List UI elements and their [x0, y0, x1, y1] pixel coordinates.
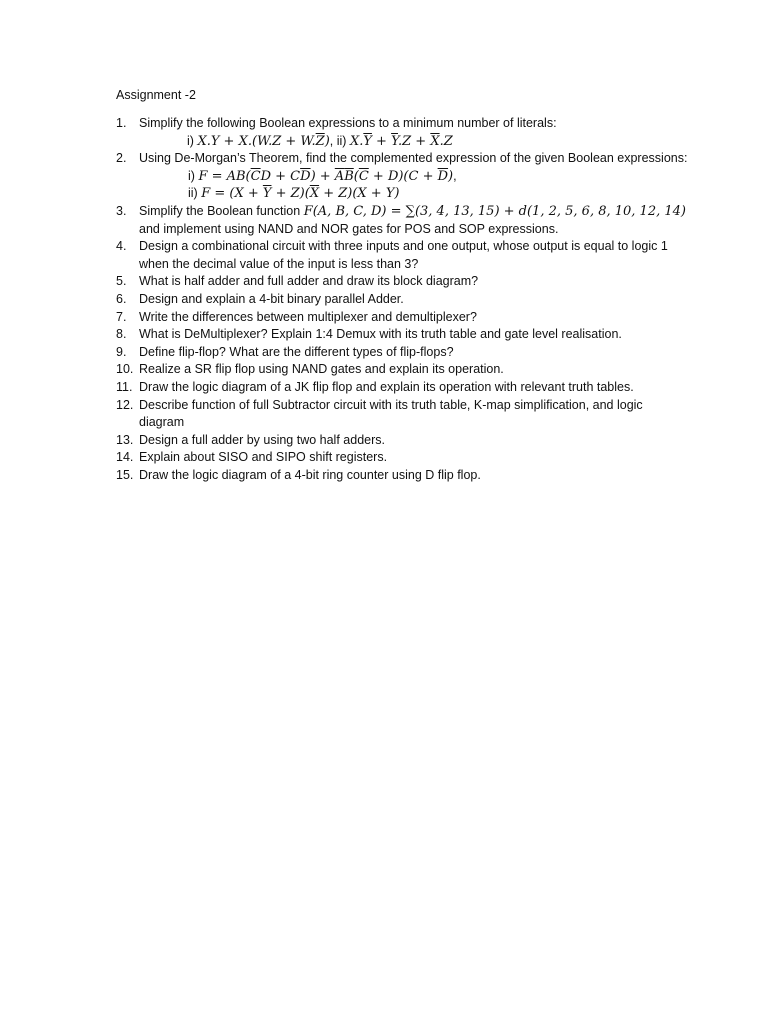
question-number: 15.: [116, 467, 134, 482]
question-text: Write the differences between multiplexer and demultiplexer?: [139, 309, 477, 324]
formula: $X.\overline{Y} + \overline{Y}.Z + \overline{X}.Z$: [349, 133, 453, 149]
question-text: and implement using NAND and NOR gates for POS and SOP expressions.: [139, 221, 559, 236]
question-item: [116, 449, 688, 467]
formula-line: i) $X.Y + X.(W.Z + W.\overline{Z})$, ii) $X.\overline{Y} + \overline{Y}.Z + \overline{X}.Z$: [187, 133, 453, 149]
formula: $F = (X + \overline{Y} + Z)(\overline{X} + Z)(X + Y)$: [201, 186, 400, 202]
question-number: 9.: [116, 344, 127, 359]
formula-label: ii): [336, 133, 347, 148]
formula-label: ii): [188, 186, 198, 201]
question-number: 11.: [116, 379, 133, 394]
formula-line: i) $F = AB(\overline{C}D + C\overline{D}) + \overline{A}\overline{B}(\overline{C} + D)(C + \overline{D})$,: [188, 168, 457, 184]
question-number: 13.: [116, 432, 134, 447]
question-number: 3.: [116, 203, 127, 218]
formula-line: [139, 185, 688, 203]
question-list: [116, 115, 688, 484]
formula: $F = AB(\overline{C}D + C\overline{D}) + \overline{A}\overline{B}(\overline{C} + D)(C + \overline{D})$: [198, 168, 454, 184]
question-text: Simplify the following Boolean expressions to a minimum number of literals:: [139, 116, 557, 130]
question-text: Design and explain a 4-bit binary parallel Adder.: [139, 291, 404, 306]
formula: F(A, B, C, D) = ∑(3, 4, 13, 15) + d(1, 2, 5, 6, 8, 10, 12, 14): [303, 203, 686, 219]
question-number: 14.: [116, 450, 134, 465]
formula-label: i): [187, 133, 194, 148]
question-text: What is DeMultiplexer? Explain 1:4 Demux with its truth table and gate level realisation.: [139, 327, 622, 342]
question-number: 7.: [116, 309, 127, 324]
question-number: 8.: [116, 327, 127, 342]
question-text: Draw the logic diagram of a JK flip flop and explain its operation with relevant truth tables.: [139, 379, 634, 394]
question-number: 1.: [116, 116, 127, 130]
question-item: [116, 432, 688, 450]
question-item: [116, 361, 688, 379]
question-text: Explain about SISO and SIPO shift registers.: [139, 450, 388, 465]
question-body: [139, 115, 688, 150]
question-item: [116, 238, 688, 273]
question-item: [116, 291, 688, 309]
formula-label: i): [188, 168, 195, 183]
question-text: Design a combinational circuit with three inputs and one output, whose output is equal to logic 1 when the decimal value of the input is less than 3?: [139, 239, 668, 271]
question-text: Define flip-flop? What are the different types of flip-flops?: [139, 344, 454, 359]
question-item: [116, 326, 688, 344]
question-item: [116, 344, 688, 362]
assignment-title: Assignment -2: [116, 88, 196, 102]
question-text: Draw the logic diagram of a 4-bit ring counter using D flip flop.: [139, 467, 481, 482]
question-text: What is half adder and full adder and draw its block diagram?: [139, 274, 479, 289]
question-number: 12.: [116, 397, 134, 412]
question-item: [116, 397, 688, 432]
question-item: [116, 379, 688, 397]
question-text: Using De-Morgan’s Theorem, find the complemented expression of the given Boolean expressions:: [139, 151, 688, 166]
question-text: Describe function of full Subtractor circuit with its truth table, K-map simplification, and logic diagram: [139, 397, 643, 430]
question-number: 2.: [116, 151, 127, 166]
question-body: [139, 203, 688, 238]
question-item: [116, 115, 688, 150]
question-text: Simplify the Boolean function: [139, 203, 301, 218]
question-body: [139, 150, 688, 203]
question-item: [116, 203, 688, 238]
question-text: Design a full adder by using two half adders.: [139, 432, 385, 447]
question-item: [116, 150, 688, 203]
question-number: 4.: [116, 239, 127, 254]
question-item: [116, 467, 688, 485]
question-number: 6.: [116, 291, 127, 306]
question-number: 10.: [116, 362, 134, 377]
question-item: [116, 309, 688, 327]
question-item: [116, 273, 688, 291]
formula: $X.Y + X.(W.Z + W.\overline{Z})$: [197, 133, 330, 149]
question-number: 5.: [116, 274, 127, 289]
question-text: Realize a SR flip flop using NAND gates and explain its operation.: [139, 362, 504, 377]
